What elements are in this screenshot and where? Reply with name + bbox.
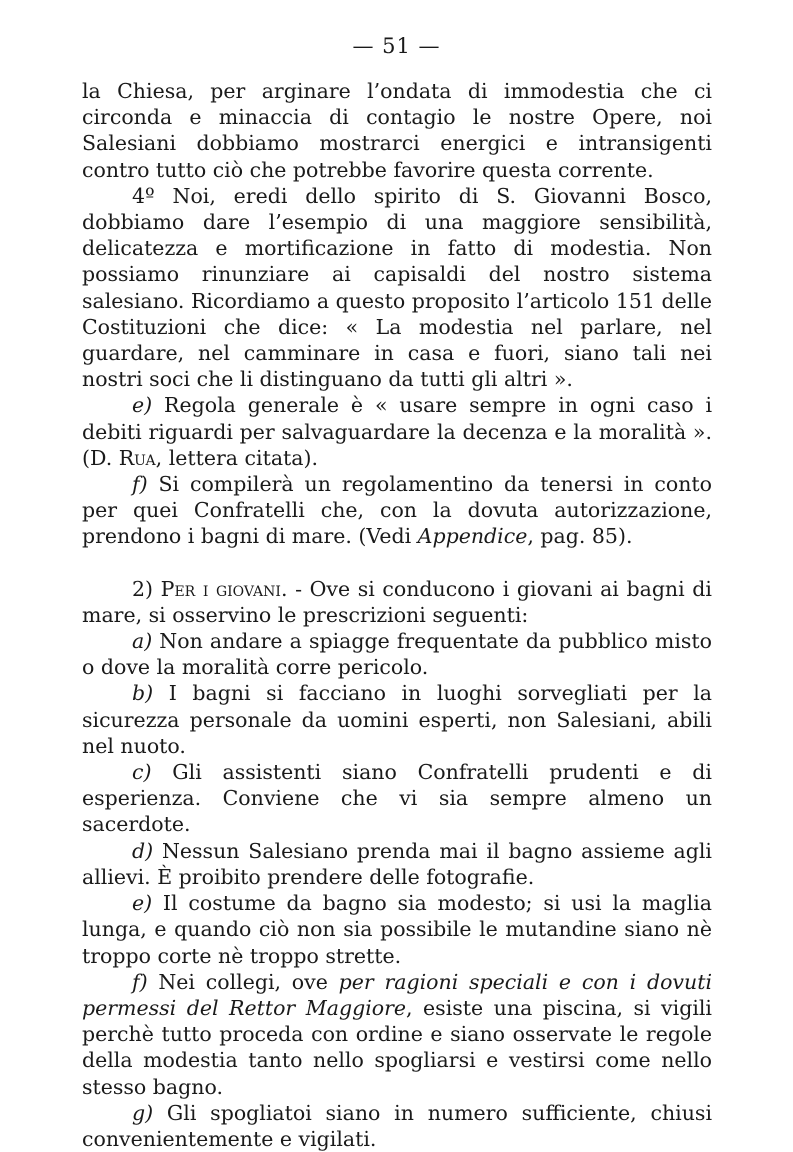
- section-number: 2): [132, 576, 154, 601]
- section-intro-text: - Ove si conducono i giovani ai bagni di mare, si osservino le prescrizioni seguenti:: [82, 576, 712, 627]
- item-marker: f): [132, 472, 148, 497]
- list-item-f: [82, 969, 712, 1100]
- paragraph-text: Regola generale è « usare sempre in ogni caso i debiti riguardi per salvaguardare la decenza e la moralità ». (D.: [82, 393, 712, 470]
- section-heading-per-i-giovani: [82, 576, 712, 628]
- item-marker: e): [132, 393, 153, 418]
- item-marker: d): [132, 838, 154, 863]
- list-item-text: I bagni si facciano in luoghi sorvegliati per la sicurezza personale da uomini esperti, non Salesiani, abili nel nuoto.: [82, 681, 712, 758]
- list-item-text: Gli assistenti siano Confratelli prudenti e di esperienza. Conviene che vi sia sempre almeno un sacerdote.: [82, 760, 712, 837]
- list-item-text: , esiste una piscina, si vigili perchè tutto proceda con ordine e siano osservate le regole della modestia tanto nello spogliarsi e vestirsi come nello stesso bagno.: [82, 995, 712, 1099]
- appendix-reference: Appendice: [417, 524, 528, 549]
- item-marker: g): [132, 1100, 154, 1125]
- paragraph-text: , lettera citata).: [155, 445, 319, 470]
- list-item-text: Il costume da bagno sia modesto; si usi la maglia lunga, e quando ciò non sia possibile le mutandine siano nè troppo corte nè troppo strette.: [82, 891, 712, 968]
- paragraph-item-f-regulation: [82, 471, 712, 550]
- italic-phrase: per ragioni speciali e con i dovuti permessi del Rettor Maggiore: [82, 969, 713, 1020]
- section-title: Per i giovani.: [160, 576, 288, 601]
- paragraph-text: , pag. 85).: [527, 524, 633, 549]
- page-body: [82, 78, 712, 1152]
- list-item-text: Non andare a spiagge frequentate da pubblico misto o dove la moralità corre pericolo.: [82, 629, 712, 680]
- list-item-b: [82, 680, 712, 759]
- item-marker: f): [132, 969, 148, 994]
- list-item-text: Nei collegi, ove: [147, 969, 339, 994]
- list-item-e: [82, 890, 712, 969]
- page-number: — 51 —: [352, 34, 441, 58]
- paragraph-text: Si compilerà un regolamentino da tenersi in conto per quei Confratelli che, con la dovuta autorizzazione, prendono i bagni di mare. (Vedi: [82, 472, 712, 549]
- item-marker: c): [132, 760, 152, 785]
- list-item-text: Nessun Salesiano prenda mai il bagno assieme agli allievi. È proibito prendere delle fotografie.: [82, 838, 712, 889]
- item-marker: a): [132, 629, 153, 654]
- list-item-c: [82, 759, 712, 838]
- list-item-text: Gli spogliatoi siano in numero sufficiente, chiusi convenientemente e vigilati.: [82, 1100, 712, 1151]
- item-marker: e): [132, 891, 153, 916]
- list-item-g: [82, 1100, 712, 1152]
- list-item-a: [82, 628, 712, 680]
- paragraph-continuation: la Chiesa, per arginare l’ondata di immodestia che ci circonda e minaccia di contagio le nostre Opere, noi Salesiani dobbiamo mostrarci energici e intransigenti contro tutto ciò che potrebbe favorire questa corrente.: [82, 79, 712, 182]
- item-marker: b): [132, 681, 154, 706]
- author-name: Rua: [118, 445, 156, 470]
- section-gap: [82, 550, 712, 576]
- paragraph-point-4: 4º Noi, eredi dello spirito di S. Giovanni Bosco, dobbiamo dare l’esempio di una maggiore sensibilità, delicatezza e mortificazione in fatto di modestia. Non possiamo rinunziare ai capisaldi del nostro sistema salesiano. Ricordiamo a questo proposito l’articolo 151 delle Costituzioni che dice: « La modestia nel parlare, nel guardare, nel camminare in casa e fuori, siano tali nei nostri soci che li distinguano da tutti gli altri ».: [82, 183, 712, 392]
- paragraph-item-e-rule: [82, 392, 712, 471]
- list-item-d: [82, 838, 712, 890]
